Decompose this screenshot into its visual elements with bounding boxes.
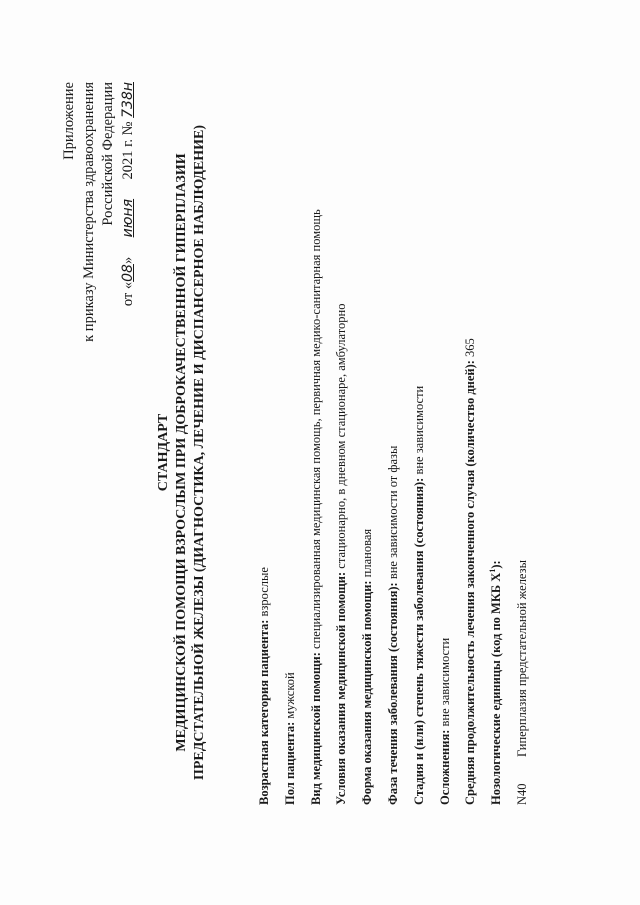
field-disease-stage: Стадия и (или) степень тяжести заболевания (состояния): вне зависимости <box>411 385 426 805</box>
nosology-row <box>510 25 536 805</box>
title-standard: СТАНДАРТ <box>156 413 171 492</box>
field-disease-phase: Фаза течения заболевания (состояния): вне зависимости от фазы <box>385 445 400 805</box>
order-number: 738н <box>119 82 136 118</box>
field-care-form: Форма оказания медицинской помощи: плановая <box>360 528 375 805</box>
field-nosology-header: Нозологические единицы (код по МКБ $X^1$): <box>488 560 504 805</box>
title-line-3: ПРЕДСТАТЕЛЬНОЙ ЖЕЛЕЗЫ (ДИАГНОСТИКА, ЛЕЧЕНИЕ И ДИСПАНСЕРНОЕ НАБЛЮДЕНИЕ) <box>192 124 207 781</box>
document-title <box>155 60 209 845</box>
date-month: июня <box>119 198 136 238</box>
appendix-date-line <box>119 82 139 372</box>
nosology-code: N40 <box>514 783 529 805</box>
appendix-order-line: к приказу Министерства здравоохранения <box>80 82 97 342</box>
appendix-heading: Приложение <box>61 82 77 160</box>
field-complications: Осложнения: вне зависимости <box>437 637 452 805</box>
date-quote: » <box>119 256 136 265</box>
field-treatment-duration: Средняя продолжительность лечения законченного случая (количество дней): 365 <box>463 338 478 805</box>
field-age-category: Возрастная категория пациента: взрослые <box>257 567 271 805</box>
date-day: 08 <box>119 264 136 282</box>
appendix-block <box>60 82 138 372</box>
title-line-2: МЕДИЦИНСКОЙ ПОМОЩИ ВЗРОСЛЫМ ПРИ ДОБРОКАЧЕСТВЕННОЙ ГИПЕРПЛАЗИИ <box>174 153 189 752</box>
field-care-type: Вид медицинской помощи: специализированная медицинская помощь, первичная медико-санитарная помощь <box>308 209 323 805</box>
standard-fields <box>252 25 536 805</box>
nosology-name: Гиперплазия предстательной железы <box>514 560 529 757</box>
date-year: 2021 г. № <box>119 121 136 180</box>
field-care-conditions: Условия оказания медицинской помощи: стационарно, в дневном стационаре, амбулаторно <box>334 303 349 805</box>
appendix-ministry-line: Российской Федерации <box>100 82 116 226</box>
field-sex: Пол пациента: мужской <box>282 672 297 805</box>
date-prefix: от « <box>119 281 136 307</box>
